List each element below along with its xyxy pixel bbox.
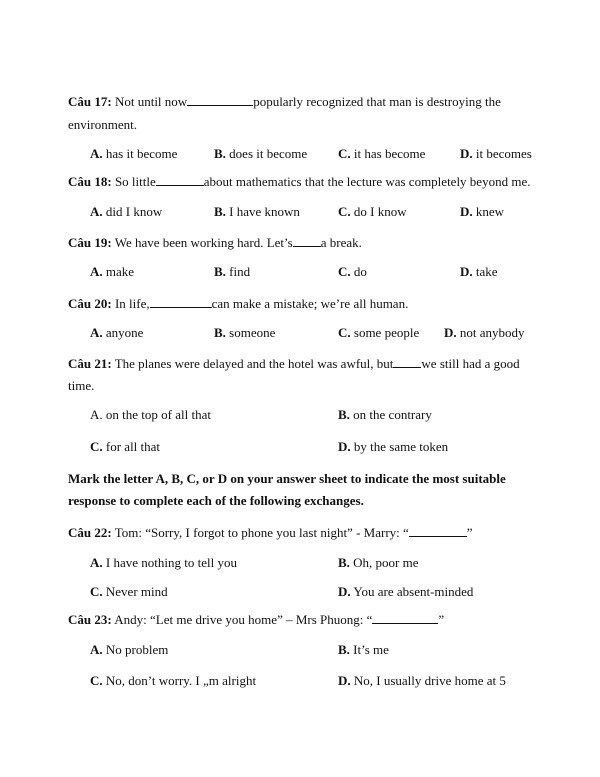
question-21-continuation: time. (68, 378, 95, 393)
question-text: Tom: “Sorry, I forgot to phone you last night” - Marry: “ (114, 525, 409, 540)
answer-blank (293, 235, 321, 247)
option-a: A. anyone (90, 325, 144, 340)
option-d: D. by the same token (338, 439, 449, 454)
question-18-stem (68, 174, 530, 190)
option-d: D. not anybody (444, 325, 525, 340)
option-b: B. It’s me (338, 642, 389, 657)
option-c: C. do (338, 264, 367, 279)
option-b: B. someone (214, 325, 276, 340)
question-text: Andy: “Let me drive you home” – Mrs Phuong: “ (114, 612, 373, 627)
option-d: D. knew (460, 204, 505, 219)
question-20-stem (68, 296, 408, 312)
question-text: In life, (114, 296, 150, 311)
question-text: we still had a good (421, 356, 520, 371)
option-a: A. on the top of all that (90, 407, 211, 422)
answer-blank (409, 525, 467, 537)
question-23-stem (68, 612, 444, 628)
option-d: D. it becomes (460, 146, 532, 161)
option-b: B. find (214, 264, 251, 279)
question-text: So little (114, 174, 156, 189)
option-c: C. for all that (90, 439, 161, 454)
option-c: C. No, don’t worry. I „m alright (90, 673, 257, 688)
option-a: A. make (90, 264, 135, 279)
option-c: C. it has become (338, 146, 426, 161)
answer-blank (156, 174, 204, 186)
option-a: A. has it become (90, 146, 178, 161)
option-d: D. No, I usually drive home at 5 (338, 673, 506, 688)
option-c: C. do I know (338, 204, 407, 219)
question-text: The planes were delayed and the hotel was awful, but (114, 356, 394, 371)
answer-blank (150, 296, 212, 308)
question-number: Câu 23: (68, 612, 112, 627)
answer-blank (187, 94, 253, 106)
option-b: B. does it become (214, 146, 308, 161)
question-text: ” (466, 525, 473, 540)
question-number: Câu 18: (68, 174, 112, 189)
option-d: D. You are absent-minded (338, 584, 474, 599)
question-text: We have been working hard. Let’s (114, 235, 293, 250)
question-19-stem (68, 235, 362, 251)
answer-blank (393, 356, 421, 368)
section-instruction-line-1: Mark the letter A, B, C, or D on your answer sheet to indicate the most suitable (68, 471, 506, 486)
question-number: Câu 22: (68, 525, 112, 540)
section-instruction-line-2: response to complete each of the following exchanges. (68, 493, 364, 508)
question-text: a break. (320, 235, 362, 250)
question-text: popularly recognized that man is destroying the (253, 94, 501, 109)
option-a: A. did I know (90, 204, 163, 219)
question-number: Câu 20: (68, 296, 112, 311)
question-17-stem (68, 94, 501, 110)
question-17-continuation: environment. (68, 117, 137, 132)
option-b: B. I have known (214, 204, 300, 219)
question-22-stem (68, 525, 473, 541)
answer-blank (372, 612, 438, 624)
question-number: Câu 17: (68, 94, 112, 109)
option-c: C. some people (338, 325, 420, 340)
question-21-stem (68, 356, 520, 372)
option-c: C. Never mind (90, 584, 168, 599)
option-d: D. take (460, 264, 498, 279)
option-a: A. No problem (90, 642, 169, 657)
question-text: can make a mistake; we’re all human. (211, 296, 409, 311)
option-b: B. Oh, poor me (338, 555, 419, 570)
option-a: A. I have nothing to tell you (90, 555, 237, 570)
option-b: B. on the contrary (338, 407, 432, 422)
question-number: Câu 21: (68, 356, 112, 371)
question-text: ” (438, 612, 445, 627)
question-text: Not until now (114, 94, 188, 109)
question-number: Câu 19: (68, 235, 112, 250)
question-text: about mathematics that the lecture was completely beyond me. (203, 174, 531, 189)
